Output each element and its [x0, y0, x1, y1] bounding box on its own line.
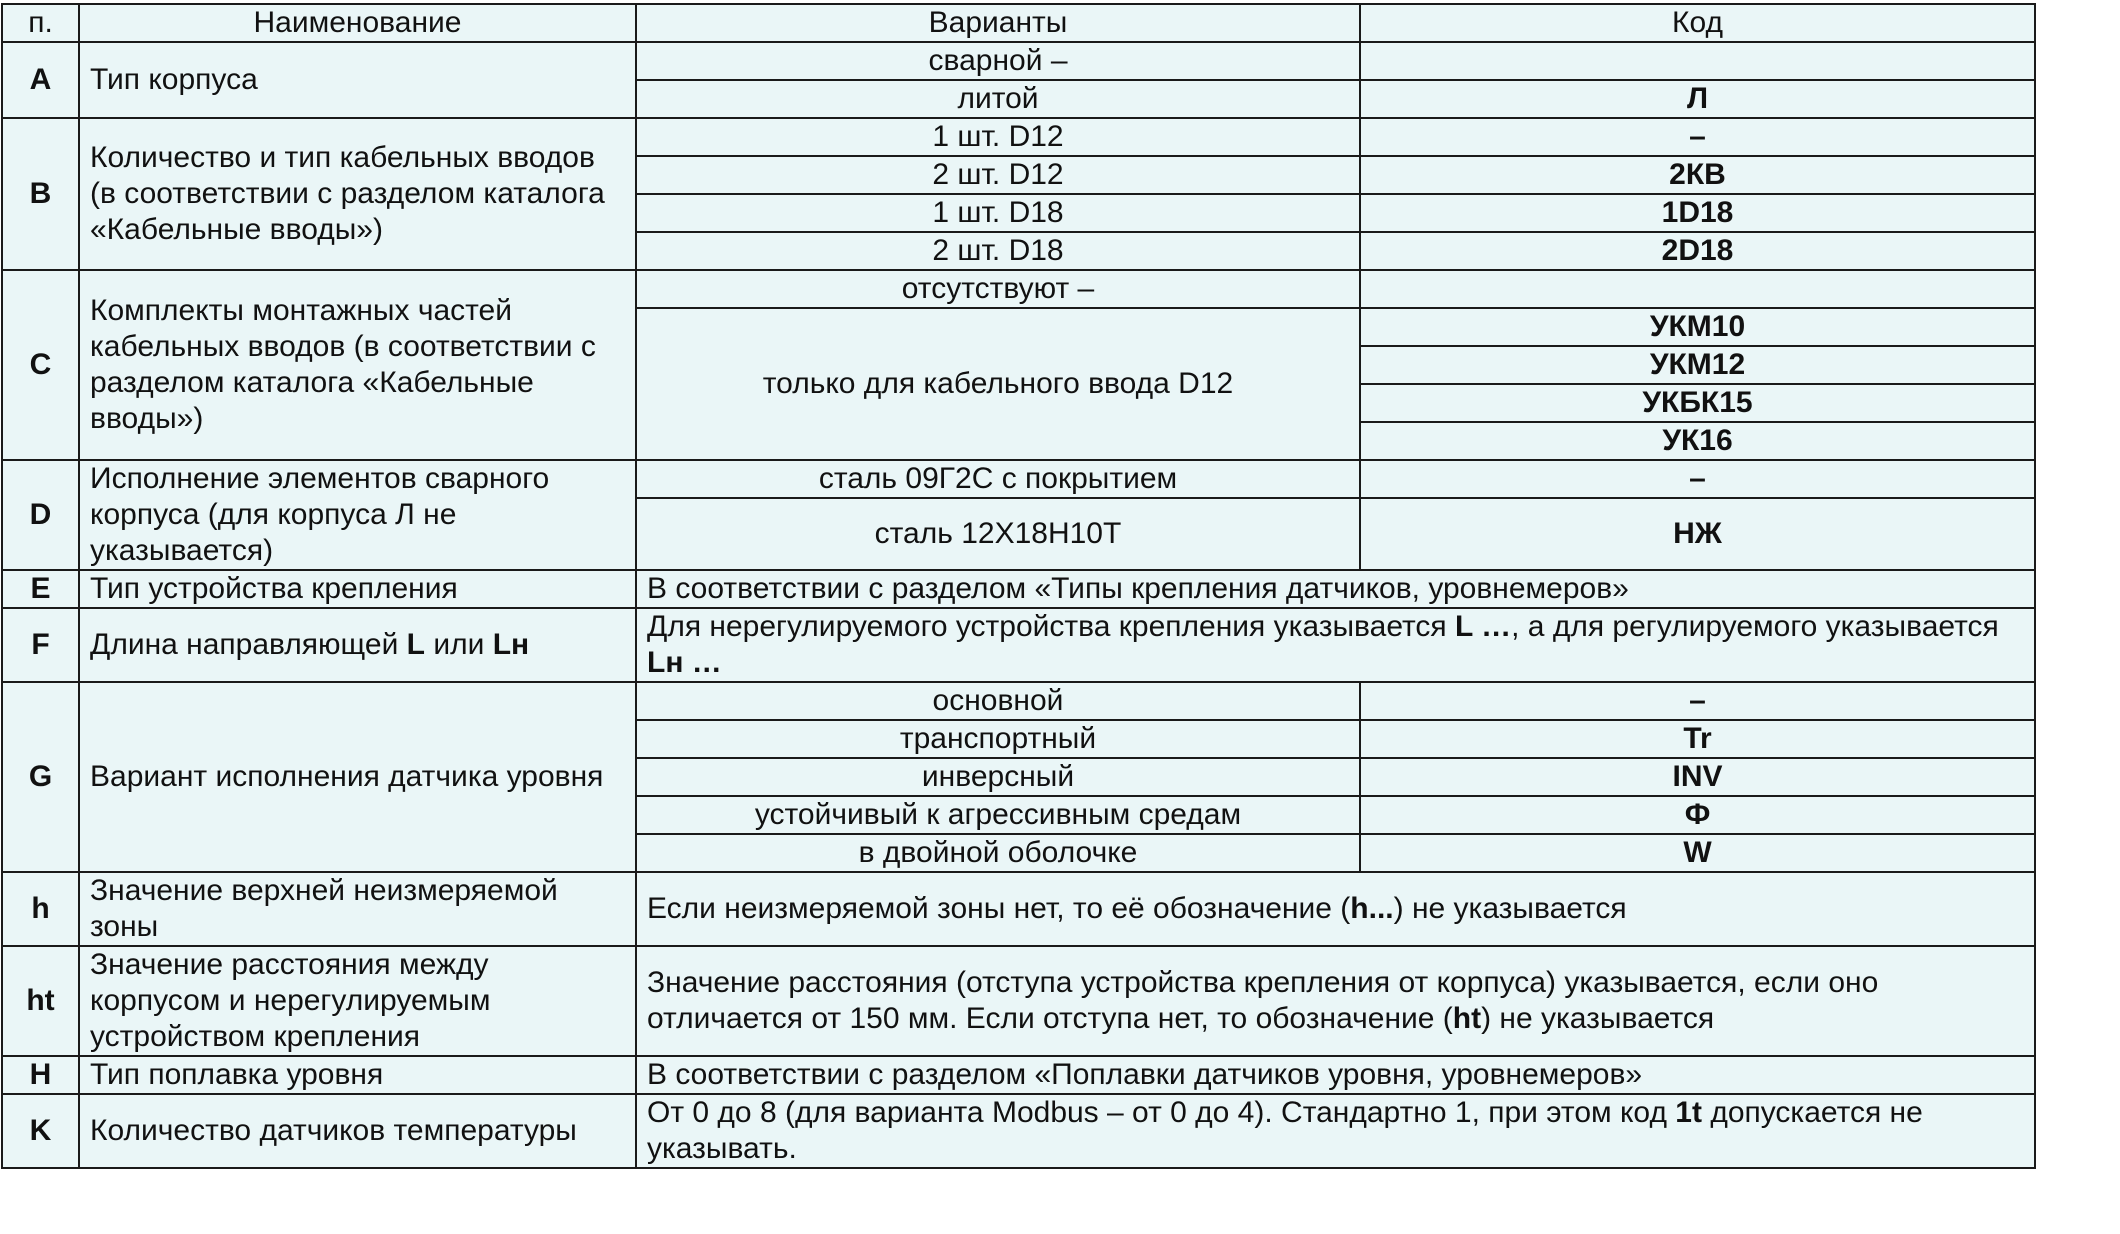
header-variants: Варианты — [636, 4, 1360, 42]
table-row — [2, 570, 2035, 608]
row-label-k: K — [2, 1094, 79, 1168]
code-cell — [1360, 42, 2035, 80]
code-cell: Tr — [1360, 720, 2035, 758]
description-cell: В соответствии с разделом «Типы крепления датчиков, уровнемеров» — [636, 570, 2035, 608]
description-bold: h... — [1350, 892, 1394, 925]
code-cell: – — [1360, 682, 2035, 720]
table-row — [2, 460, 2035, 498]
row-label-c: C — [2, 270, 79, 460]
code-cell: – — [1360, 460, 2035, 498]
variant-cell: в двойной оболочке — [636, 834, 1360, 872]
header-code: Код — [1360, 4, 2035, 42]
description-text: Если неизмеряемой зоны нет, то её обозначение ( — [647, 892, 1351, 925]
name-text: или — [424, 628, 493, 661]
variant-cell: 2 шт. D12 — [636, 156, 1360, 194]
description-text: допускается не указывать. — [647, 1096, 1923, 1165]
code-cell: УКБК15 — [1360, 384, 2035, 422]
description-text: Для нерегулируемого устройства крепления указывается — [647, 610, 1456, 643]
row-label-f: F — [2, 608, 79, 682]
name-bold-ln: Lн — [492, 628, 530, 661]
code-cell — [1360, 270, 2035, 308]
spec-table — [1, 3, 2036, 1169]
row-label-g: G — [2, 682, 79, 872]
row-name-ht: Значение расстояния между корпусом и нерегулируемым устройством крепления — [79, 946, 636, 1056]
row-name-c: Комплекты монтажных частей кабельных вводов (в соответствии с разделом каталога «Кабельные вводы») — [79, 270, 636, 460]
variant-cell: сталь 09Г2С с покрытием — [636, 460, 1360, 498]
table-row — [2, 118, 2035, 156]
code-cell: – — [1360, 118, 2035, 156]
code-cell: УКМ10 — [1360, 308, 2035, 346]
description-bold-ln: Lн … — [647, 646, 722, 679]
row-name-d: Исполнение элементов сварного корпуса (для корпуса Л не указывается) — [79, 460, 636, 570]
variant-cell: сварной – — [636, 42, 1360, 80]
table-row — [2, 42, 2035, 80]
variant-cell: инверсный — [636, 758, 1360, 796]
row-label-h-upper: H — [2, 1056, 79, 1094]
row-label-ht: ht — [2, 946, 79, 1056]
description-text: ) не указывается — [1393, 892, 1627, 925]
row-label-h-lower: h — [2, 872, 79, 946]
header-num: п. — [2, 4, 79, 42]
header-name: Наименование — [79, 4, 636, 42]
table-row — [2, 946, 2035, 1056]
description-cell — [636, 946, 2035, 1056]
code-cell: W — [1360, 834, 2035, 872]
code-cell: Ф — [1360, 796, 2035, 834]
code-cell: 2КВ — [1360, 156, 2035, 194]
variant-cell: 1 шт. D12 — [636, 118, 1360, 156]
row-name-b: Количество и тип кабельных вводов (в соответствии с разделом каталога «Кабельные вводы») — [79, 118, 636, 270]
table-row — [2, 872, 2035, 946]
code-cell: 1D18 — [1360, 194, 2035, 232]
description-bold-l: L … — [1455, 610, 1512, 643]
description-cell — [636, 1094, 2035, 1168]
variant-cell: 2 шт. D18 — [636, 232, 1360, 270]
row-name-k: Количество датчиков температуры — [79, 1094, 636, 1168]
code-cell: УКМ12 — [1360, 346, 2035, 384]
description-text: , а для регулируемого указывается — [1511, 610, 1999, 643]
variant-cell: устойчивый к агрессивным средам — [636, 796, 1360, 834]
variant-cell: транспортный — [636, 720, 1360, 758]
table-row — [2, 1056, 2035, 1094]
row-label-e: E — [2, 570, 79, 608]
variant-cell: только для кабельного ввода D12 — [636, 308, 1360, 460]
row-name-h-lower: Значение верхней неизмеряемой зоны — [79, 872, 636, 946]
variant-cell: отсутствуют – — [636, 270, 1360, 308]
code-cell: Л — [1360, 80, 2035, 118]
table-row — [2, 270, 2035, 308]
description-cell — [636, 872, 2035, 946]
description-cell: В соответствии с разделом «Поплавки датчиков уровня, уровнемеров» — [636, 1056, 2035, 1094]
row-label-b: B — [2, 118, 79, 270]
header-row — [2, 4, 2035, 42]
description-text: Значение расстояния (отступа устройства крепления от корпуса) указывается, если оно отличается от 150 мм. Если отступа нет, то обозначение ( — [647, 966, 1879, 1035]
row-name-e: Тип устройства крепления — [79, 570, 636, 608]
code-cell: 2D18 — [1360, 232, 2035, 270]
table-row — [2, 1094, 2035, 1168]
row-label-a: A — [2, 42, 79, 118]
row-name-h-upper: Тип поплавка уровня — [79, 1056, 636, 1094]
row-label-d: D — [2, 460, 79, 570]
table-row — [2, 682, 2035, 720]
name-text: Длина направляющей — [90, 628, 407, 661]
description-bold: 1t — [1675, 1096, 1702, 1129]
code-cell: НЖ — [1360, 498, 2035, 570]
table-row — [2, 608, 2035, 682]
row-name-f — [79, 608, 636, 682]
variant-cell: основной — [636, 682, 1360, 720]
description-bold: ht — [1452, 1002, 1482, 1035]
code-cell: УК16 — [1360, 422, 2035, 460]
name-bold-l: L — [406, 628, 425, 661]
variant-cell: сталь 12Х18Н10Т — [636, 498, 1360, 570]
row-name-g: Вариант исполнения датчика уровня — [79, 682, 636, 872]
description-text: От 0 до 8 (для варианта Modbus – от 0 до 4). Стандартно 1, при этом код — [647, 1096, 1676, 1129]
description-cell — [636, 608, 2035, 682]
variant-cell: литой — [636, 80, 1360, 118]
row-name-a: Тип корпуса — [79, 42, 636, 118]
description-text: ) не указывается — [1481, 1002, 1715, 1035]
variant-cell: 1 шт. D18 — [636, 194, 1360, 232]
code-cell: INV — [1360, 758, 2035, 796]
